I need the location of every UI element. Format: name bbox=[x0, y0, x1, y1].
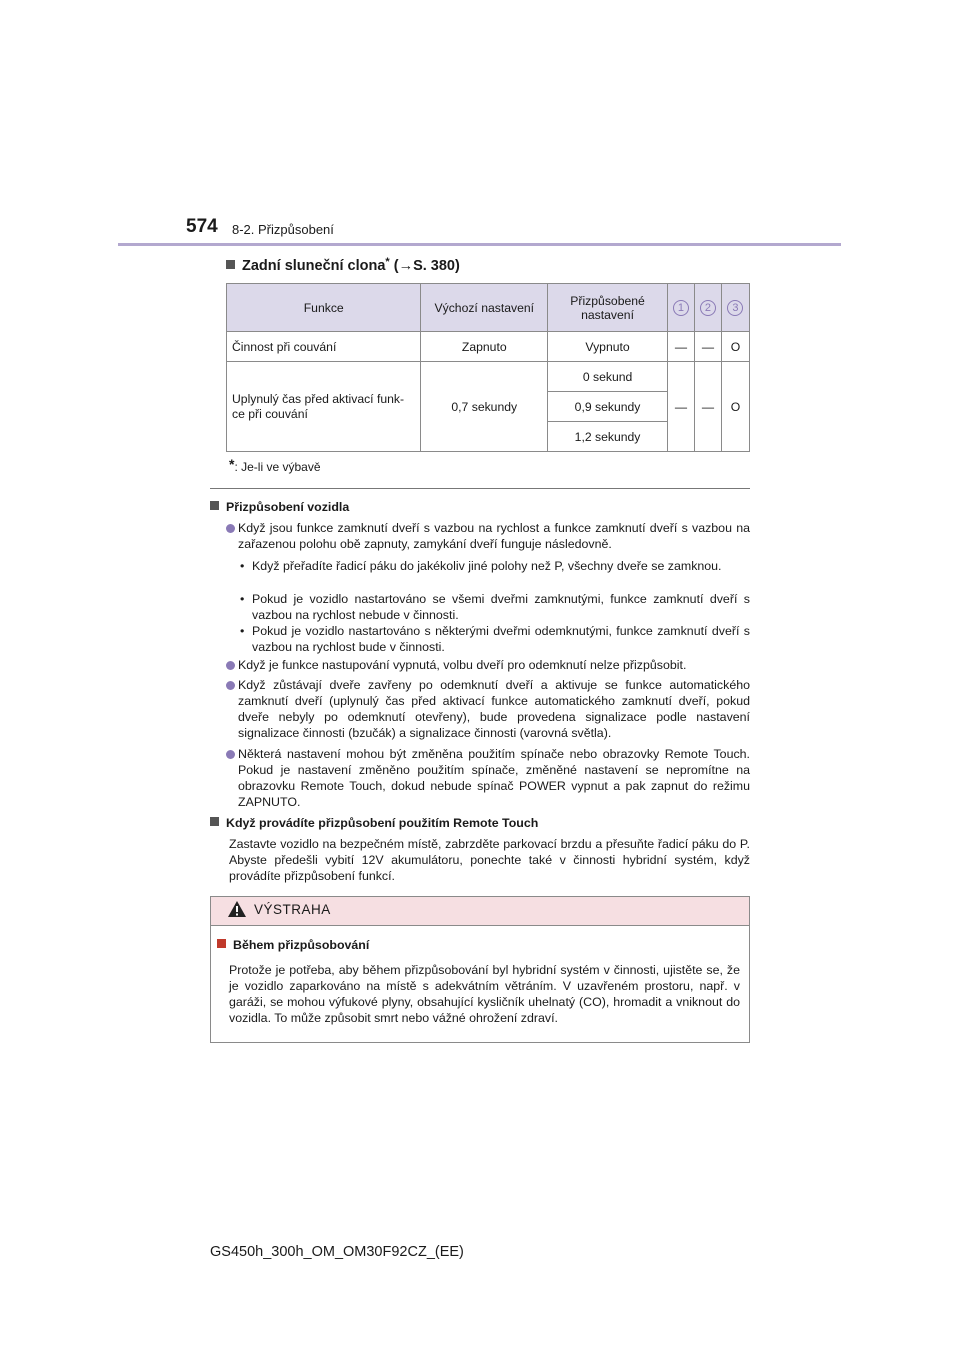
warning-title: VÝSTRAHA bbox=[254, 902, 331, 917]
sub-bullet-item bbox=[240, 558, 750, 574]
bullet-text: Některá nastavení mohou být změněna použitím spínače nebo obrazovky Remote Touch. Pokud je nastavení změněno použitím spínače, změněné nastavení se nepromítne na obrazovku Remote Touch, dokud nebude spínač POWER vypnut a pak zapnut do režimu ZAPNUTO. bbox=[238, 747, 750, 809]
warning-text: Protože je potřeba, aby během přizpůsobování byl hybridní systém v činnosti, ujistěte se, že je vozidlo zaparkováno na místě s adekvátním větráním. V uzavřeném prostoru, např. v garáži, se mohou výfukové plyny, obsahující kysličník uhelnatý (CO), hromadit a vniknout do vozidla. To může způsobit smrt nebo vážné ohrožení zdraví. bbox=[229, 963, 740, 1025]
cell-c3: O bbox=[721, 362, 749, 452]
square-bullet-icon bbox=[210, 817, 219, 826]
sub-bullet-item bbox=[240, 623, 750, 655]
small-bullet-icon: • bbox=[240, 624, 245, 638]
square-bullet-icon bbox=[226, 260, 235, 269]
cell-custom: 1,2 sekundy bbox=[548, 422, 668, 452]
bullet-text: Když jsou funkce zamknutí dveří s vazbou na rychlost a funkce zamknutí dveří s vazbou na zařazenou polohu obě zapnuty, zamykání dveří funguje následovně. bbox=[238, 521, 750, 551]
header-custom: Přizpůsobené nastavení bbox=[548, 284, 668, 332]
bullet-item bbox=[226, 746, 750, 810]
round-bullet-icon bbox=[226, 681, 235, 690]
header-circle-3 bbox=[721, 284, 749, 332]
bullet-item bbox=[226, 520, 750, 552]
settings-table bbox=[226, 283, 750, 452]
document-id: GS450h_300h_OM_OM30F92CZ_(EE) bbox=[210, 1244, 464, 1260]
page-number: 574 bbox=[186, 216, 218, 237]
section-heading bbox=[210, 816, 538, 830]
circle-number-1-icon: 1 bbox=[673, 300, 689, 316]
cell-custom: 0,9 sekundy bbox=[548, 392, 668, 422]
circle-number-2-icon: 2 bbox=[700, 300, 716, 316]
square-bullet-icon bbox=[210, 501, 219, 510]
warning-heading-text: Během přizpůsobování bbox=[233, 938, 370, 952]
item-title bbox=[226, 256, 460, 274]
asterisk-icon: * bbox=[229, 456, 235, 472]
round-bullet-icon bbox=[226, 661, 235, 670]
table-row bbox=[227, 362, 750, 392]
square-bullet-icon bbox=[217, 939, 226, 948]
header-funkce: Funkce bbox=[227, 284, 421, 332]
cell-default: 0,7 sekundy bbox=[421, 362, 548, 452]
bullet-item bbox=[226, 677, 750, 741]
cell-c2: — bbox=[694, 332, 721, 362]
bullet-item bbox=[226, 657, 750, 673]
table-header-row bbox=[227, 284, 750, 332]
small-bullet-icon: • bbox=[240, 592, 245, 606]
cell-custom: 0 sekund bbox=[548, 362, 668, 392]
warning-triangle-icon bbox=[227, 900, 247, 923]
cell-c1: — bbox=[667, 362, 694, 452]
header-circle-2 bbox=[694, 284, 721, 332]
cell-default: Zapnuto bbox=[421, 332, 548, 362]
cell-c1: — bbox=[667, 332, 694, 362]
footnote bbox=[229, 456, 321, 474]
sub-bullet-item bbox=[240, 591, 750, 623]
section-heading bbox=[210, 500, 349, 514]
footnote-text: : Je-li ve výbavě bbox=[234, 460, 321, 474]
table-row bbox=[227, 332, 750, 362]
cell-funkce: Uplynulý čas před aktivací funk-ce při couvání bbox=[227, 362, 421, 452]
round-bullet-icon bbox=[226, 750, 235, 759]
small-bullet-icon: • bbox=[240, 559, 245, 573]
asterisk-icon: * bbox=[385, 256, 390, 268]
sub-bullet-text: Pokud je vozidlo nastartováno se všemi dveřmi zamknutými, funkce zamknutí dveří s vazbou na rychlost nebude v činnosti. bbox=[252, 592, 750, 622]
warning-heading bbox=[217, 938, 369, 952]
section-heading-text: Když provádíte přizpůsobení použitím Remote Touch bbox=[226, 816, 539, 830]
item-title-text: Zadní sluneční clona bbox=[242, 258, 386, 274]
header-circle-1 bbox=[667, 284, 694, 332]
cell-custom: Vypnuto bbox=[548, 332, 668, 362]
section-divider bbox=[210, 488, 750, 489]
section-title: 8-2. Přizpůsobení bbox=[232, 222, 334, 237]
bullet-text: Když je funkce nastupování vypnutá, volbu dveří pro odemknutí nelze přizpůsobit. bbox=[238, 658, 687, 672]
header-divider bbox=[118, 243, 841, 246]
paragraph: Zastavte vozidlo na bezpečném místě, zabrzděte parkovací brzdu a přesuňte řadicí páku do P. Abyste předešli vybití 12V akumulátoru, ponechte také v činnosti hybridní systém, když provádíte přizpůsobení funkcí. bbox=[229, 837, 750, 883]
cell-c2: — bbox=[694, 362, 721, 452]
item-title-ref[interactable]: (→S. 380) bbox=[393, 258, 460, 274]
cell-c3: O bbox=[721, 332, 749, 362]
bullet-text: Když zůstávají dveře zavřeny po odemknutí dveří a aktivuje se funkce automatického zamknutí dveří (uplynulý čas před aktivací funkce automatického zamknutí dveří, pokud dveře nebyly po odemknutí otevřeny), bude provedena signalizace podle nastavení signalizace činnosti (bzučák) a signalizace činnosti (varovná světla). bbox=[238, 678, 750, 740]
section-heading-text: Přizpůsobení vozidla bbox=[226, 500, 350, 514]
sub-bullet-text: Když přeřadíte řadicí páku do jakékoliv jiné polohy než P, všechny dveře se zamknou. bbox=[252, 559, 722, 573]
header-default: Výchozí nastavení bbox=[421, 284, 548, 332]
sub-bullet-text: Pokud je vozidlo nastartováno s některými dveřmi odemknutými, funkce zamknutí dveří s vazbou na rychlost bude v činnosti. bbox=[252, 624, 750, 654]
circle-number-3-icon: 3 bbox=[727, 300, 743, 316]
round-bullet-icon bbox=[226, 524, 235, 533]
cell-funkce: Činnost při couvání bbox=[227, 332, 421, 362]
